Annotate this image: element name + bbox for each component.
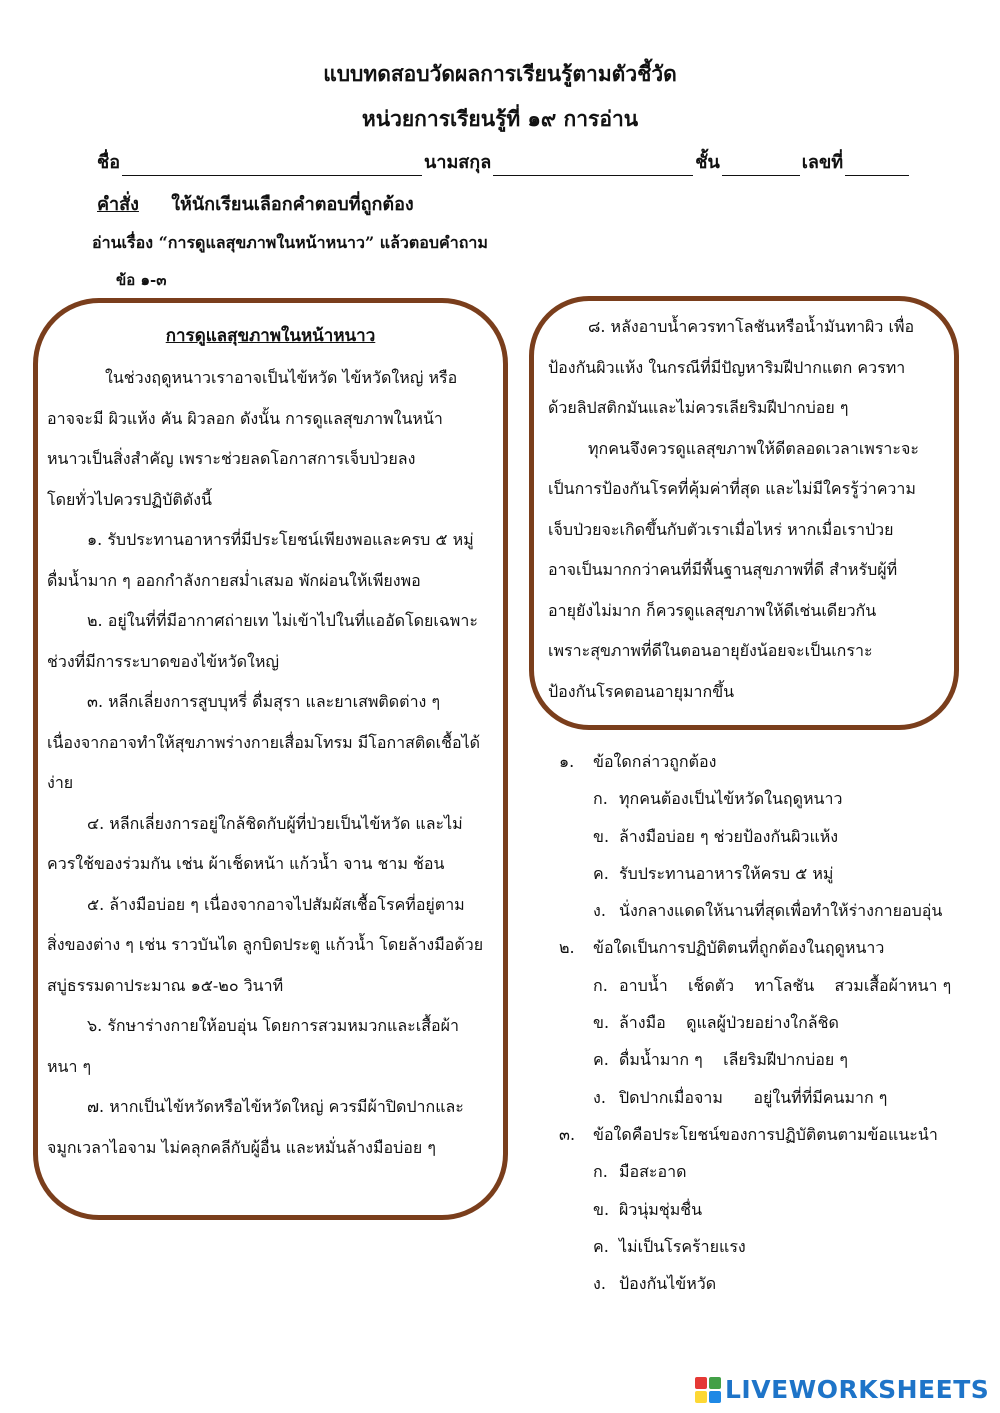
passage-line: ๑. รับประทานอาหารที่มีประโยชน์เพียงพอและครบ ๕ หมู่	[87, 530, 474, 549]
passage-line: โดยทั่วไปควรปฏิบัติดังนี้	[47, 489, 212, 509]
passage-line: หนา ๆ	[47, 1056, 92, 1076]
question-number: ๓.	[559, 1124, 576, 1144]
command-text: ให้นักเรียนเลือกคำตอบที่ถูกต้อง	[171, 194, 414, 215]
option-letter: ค.	[593, 1236, 609, 1256]
question-3	[559, 1116, 951, 1153]
answer-option[interactable]	[559, 967, 951, 1004]
question-number: ๑.	[559, 752, 575, 771]
question-2	[559, 929, 951, 966]
question-1	[559, 743, 951, 780]
passage-title: การดูแลสุขภาพในหน้าหนาว	[165, 326, 376, 346]
passage-line: ในช่วงฤดูหนาวเราอาจเป็นไข้หวัด ไข้หวัดใหญ่ หรือ	[105, 368, 458, 387]
option-letter: ค.	[593, 1050, 609, 1070]
passage-line: จมูกเวลาไอจาม ไม่คลุกคลีกับผู้อื่น และหมั่นล้างมือบ่อย ๆ	[47, 1137, 436, 1157]
question-text: ข้อใดกล่าวถูกต้อง	[593, 752, 717, 771]
passage-line: ง่าย	[47, 773, 74, 792]
answer-option[interactable]	[559, 780, 951, 817]
option-text: ปิดปากเมื่อจาม อยู่ในที่ที่มีคนมาก ๆ	[619, 1087, 888, 1107]
passage-line: สิ่งของต่าง ๆ เช่น ราวบันได ลูกบิดประตู แก้วน้ำ โดยล้างมือด้วย	[47, 935, 484, 954]
answer-option[interactable]	[559, 1265, 951, 1302]
read-instruction: อ่านเรื่อง “การดูแลสุขภาพในหน้าหนาว” แล้วตอบคำถาม	[92, 233, 488, 252]
option-text: ป้องกันไข้หวัด	[619, 1274, 717, 1294]
option-letter: ข.	[593, 1199, 610, 1219]
passage-line: ๖. รักษาร่างกายให้อบอุ่น โดยการสวมหมวกและเสื้อผ้า	[87, 1016, 459, 1035]
class-label: ชั้น	[695, 152, 720, 173]
number-blank[interactable]	[845, 153, 909, 176]
question-text: ข้อใดคือประโยชน์ของการปฏิบัติตนตามข้อแนะนำ	[593, 1124, 938, 1144]
option-text: ล้างมือบ่อย ๆ ช่วยป้องกันผิวแห้ง	[619, 826, 839, 846]
answer-option[interactable]	[559, 1153, 951, 1190]
passage-line: ๓. หลีกเลี่ยงการสูบบุหรี่ ดื่มสุรา และยาเสพติดต่าง ๆ	[87, 692, 441, 711]
option-text: ผิวนุ่มชุ่มชื่น	[619, 1199, 703, 1219]
passage-line: ด้วยลิปสติกมันและไม่ควรเลียริมฝีปากบ่อย ๆ	[548, 398, 849, 417]
student-info-row	[97, 147, 937, 176]
option-text: ดื่มน้ำมาก ๆ เลียริมฝีปากบ่อย ๆ	[619, 1050, 848, 1070]
option-letter: ก.	[593, 789, 608, 809]
passage-line: ควรใช้ของร่วมกัน เช่น ผ้าเช็ดหน้า แก้วน้ำ จาน ชาม ช้อน	[47, 854, 445, 873]
passage-line: ๘. หลังอาบน้ำควรทาโลชันหรือน้ำมันทาผิว เพื่อ	[588, 317, 915, 336]
option-letter: ก.	[593, 1162, 608, 1182]
option-text: ทุกคนต้องเป็นไข้หวัดในฤดูหนาว	[619, 789, 843, 809]
passage-left-text	[47, 358, 483, 1168]
worksheet-title: แบบทดสอบวัดผลการเรียนรู้ตามตัวชี้วัด	[323, 61, 677, 86]
class-blank[interactable]	[722, 153, 800, 176]
answer-option[interactable]	[559, 1079, 951, 1116]
option-letter: ค.	[593, 863, 609, 883]
option-text: อาบน้ำ เช็ดตัว ทาโลชัน สวมเสื้อผ้าหนา ๆ	[619, 975, 952, 995]
passage-line: เนื่องจากอาจทำให้สุขภาพร่างกายเสื่อมโทรม มีโอกาสติดเชื้อได้	[47, 732, 481, 752]
option-text: รับประทานอาหารให้ครบ ๕ หมู่	[619, 863, 834, 883]
passage-line: เป็นการป้องกันโรคที่คุ้มค่าที่สุด และไม่มีใครรู้ว่าความ	[548, 479, 916, 498]
name-label: ชื่อ	[97, 152, 121, 173]
passage-line: เพราะสุขภาพที่ดีในตอนอายุยังน้อยจะเป็นเกราะ	[548, 641, 873, 660]
liveworksheets-logo-text: LIVEWORKSHEETS	[725, 1375, 990, 1404]
command-label: คำสั่ง	[97, 194, 139, 215]
passage-line: ป้องกันโรคตอนอายุมากขึ้น	[548, 681, 735, 701]
passage-line: ช่วงที่มีการระบาดของไข้หวัดใหญ่	[47, 651, 279, 671]
name-blank[interactable]	[122, 153, 422, 176]
option-letter: ง.	[593, 1274, 606, 1294]
answer-option[interactable]	[559, 1004, 951, 1041]
option-letter: ง.	[593, 901, 606, 921]
passage-line: อาจจะมี ผิวแห้ง คัน ผิวลอก ดังนั้น การดูแลสุขภาพในหน้า	[47, 408, 443, 428]
answer-option[interactable]	[559, 1228, 951, 1265]
option-text: ไม่เป็นโรคร้ายแรง	[619, 1236, 746, 1256]
passage-line: ๔. หลีกเลี่ยงการอยู่ใกล้ชิดกับผู้ที่ป่วยเป็นไข้หวัด และไม่	[87, 813, 463, 833]
question-list	[559, 743, 951, 1302]
unit-title: หน่วยการเรียนรู้ที่ ๑๙ การอ่าน	[361, 106, 639, 131]
option-text: มือสะอาด	[619, 1162, 687, 1182]
option-text: นั่งกลางแดดให้นานที่สุดเพื่อทำให้ร่างกายอบอุ่น	[619, 901, 943, 921]
question-number: ๒.	[559, 938, 575, 958]
answer-option[interactable]	[559, 1041, 951, 1078]
option-text: ล้างมือ ดูแลผู้ป่วยอย่างใกล้ชิด	[619, 1013, 839, 1033]
answer-option[interactable]	[559, 892, 951, 929]
surname-label: นามสกุล	[424, 152, 492, 173]
passage-line: ดื่มน้ำมาก ๆ ออกกำลังกายสม่ำเสมอ พักผ่อนให้เพียงพอ	[47, 570, 421, 590]
passage-line: ป้องกันผิวแห้ง ในกรณีที่มีปัญหาริมฝีปากแตก ควรทา	[548, 357, 906, 377]
passage-line: ๕. ล้างมือบ่อย ๆ เนื่องจากอาจไปสัมผัสเชื้อโรคที่อยู่ตาม	[87, 894, 465, 914]
liveworksheets-logo-icon	[695, 1377, 721, 1403]
passage-right-text	[548, 307, 919, 712]
number-label: เลขที่	[801, 152, 844, 173]
option-letter: ง.	[593, 1087, 606, 1107]
passage-line: ทุกคนจึงควรดูแลสุขภาพให้ดีตลอดเวลาเพราะจะ	[588, 438, 919, 458]
passage-line: อายุยังไม่มาก ก็ควรดูแลสุขภาพให้ดีเช่นเดียวกัน	[548, 600, 877, 620]
option-letter: ข.	[593, 1013, 610, 1033]
read-instruction-range: ข้อ ๑-๓	[116, 271, 167, 289]
option-letter: ข.	[593, 826, 610, 846]
passage-line: ๒. อยู่ในที่ที่มีอากาศถ่ายเท ไม่เข้าไปในที่แออัดโดยเฉพาะ	[87, 611, 478, 630]
command-row	[97, 189, 414, 218]
surname-blank[interactable]	[493, 153, 693, 176]
answer-option[interactable]	[559, 855, 951, 892]
passage-line: เจ็บป่วยจะเกิดขึ้นกับตัวเราเมื่อไหร่ หากเมื่อเราป่วย	[548, 519, 894, 539]
passage-line: สบู่ธรรมดาประมาณ ๑๕-๒๐ วินาที	[47, 975, 284, 995]
passage-line: หนาวเป็นสิ่งสำคัญ เพราะช่วยลดโอกาสการเจ็บป่วยลง	[47, 449, 416, 468]
answer-option[interactable]	[559, 1191, 951, 1228]
option-letter: ก.	[593, 975, 608, 995]
passage-line: อาจเป็นมากกว่าคนที่มีพื้นฐานสุขภาพที่ดี สำหรับผู้ที่	[548, 560, 898, 579]
question-text: ข้อใดเป็นการปฏิบัติตนที่ถูกต้องในฤดูหนาว	[593, 938, 885, 958]
liveworksheets-logo[interactable]	[695, 1375, 989, 1404]
passage-line: ๗. หากเป็นไข้หวัดหรือไข้หวัดใหญ่ ควรมีผ้าปิดปากและ	[87, 1097, 464, 1116]
answer-option[interactable]	[559, 818, 951, 855]
